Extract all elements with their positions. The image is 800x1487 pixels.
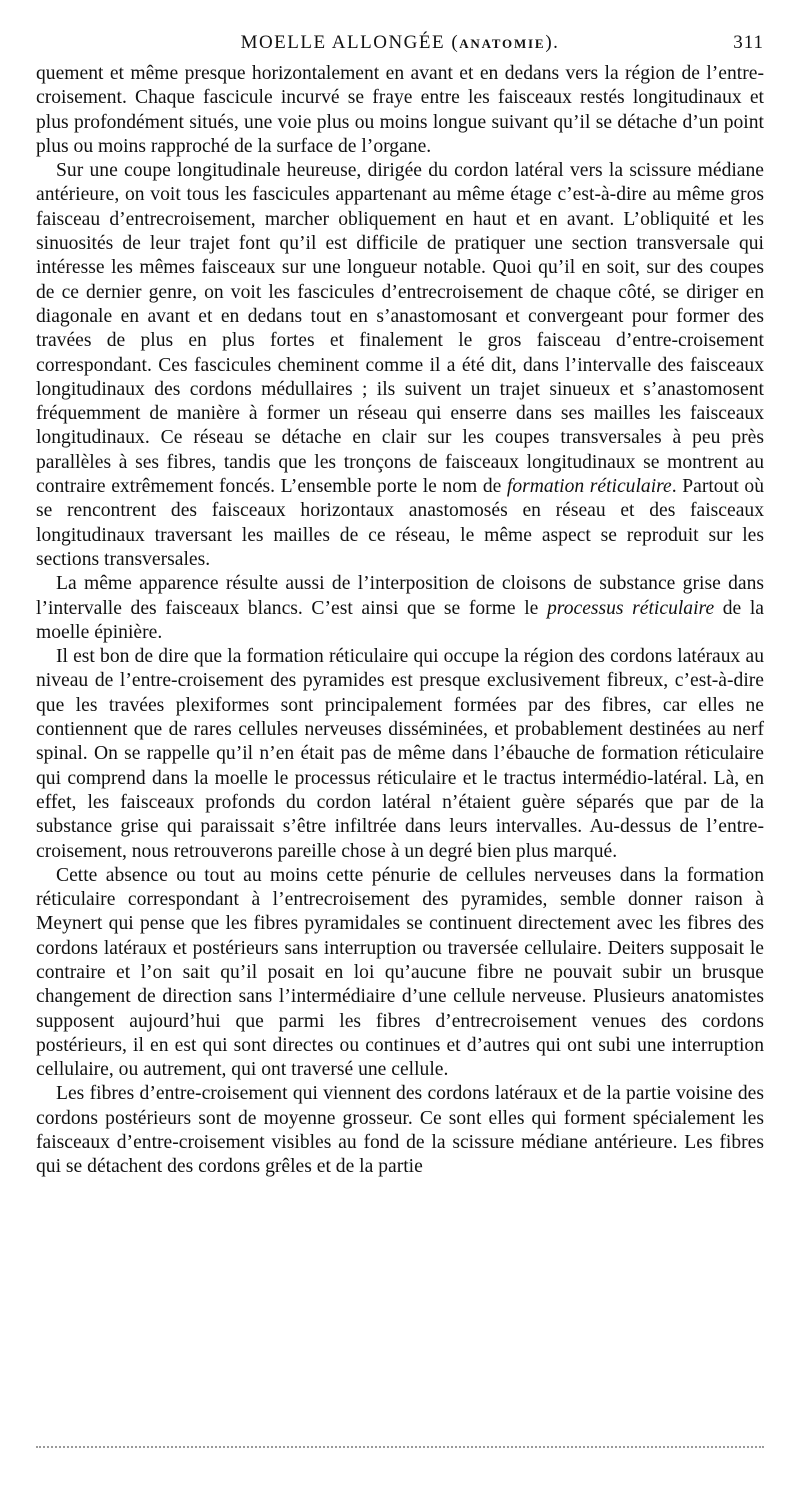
text-run: Sur une coupe longitudinale heureuse, dirigée du cordon latéral vers la scissure médiane antérieure, on voit tous les fascicules appartenant au même étage c’est-à-dire au même gros faisceau d’entrecroisement, marcher obliquement en haut et en avant. L’obliquité et les sinuosités de leur trajet font qu’il est difficile de pratiquer une section transversale qui intéresse les mêmes faisceaux sur une longueur notable. Quoi qu’il en soit, sur des coupes de ce dernier genre, on voit les fascicules d’entrecroisement de chaque côté, se diriger en diagonale en avant et en dedans tout en s’anastomosant et convergeant pour former des travées de plus en plus fortes et finalement le gros faisceau d’entre-croisement correspondant. Ces fascicules cheminent comme il a été dit, dans l’intervalle des faisceaux longitudinaux des cordons médullaires ; ils suivent un trajet sinueux et s’anastomosent fréquemment de manière à former un réseau qui enserre dans ses mailles les faisceaux longitudinaux. Ce réseau se détache en clair sur les coupes transversales à peu près parallèles à ses fibres, tandis que les tronçons de faisceaux longitudinaux se montrent au contraire extrêmement foncés. L’ensemble porte le nom de <box>36 160 764 498</box>
text-run: Cette absence ou tout au moins cette pénurie de cellules nerveuses dans la formation réticulaire correspondant à l’entrecroisement des pyramides, semble donner raison à Meynert qui pense que les fibres pyramidales se continuent directement avec les fibres des cordons latéraux et postérieurs sans interruption ou traversée cellulaire. Deiters supposait le contraire et l’on sait qu’il posait en loi qu’aucune fibre ne pouvait subir un brusque changement de direction sans l’intermédiaire d’une cellule nerveuse. Plusieurs anatomistes supposent aujourd’hui que parmi les fibres d’entrecroisement venues des cordons postérieurs, il en est qui sont directes ou continues et d’autres qui ont subi une interruption cellulaire, ou autrement, qui ont traversé une cellule. <box>36 864 764 1081</box>
italic-term: formation réticulaire <box>506 476 672 498</box>
running-title-end: ). <box>545 32 560 53</box>
text-run: de la moelle épinière. <box>36 597 765 643</box>
text-run: Les fibres d’entre-croisement qui viennent des cordons latéraux et de la partie voisine des cordons postérieurs sont de moyenne grosseur. Ce sont elles qui forment spécialement les faisceaux d’entre-croisement visibles au fond de la scissure médiane antérieure. Les fibres qui se détachent des cordons grêles et de la partie <box>36 1083 764 1178</box>
paragraph <box>36 572 764 645</box>
running-title-main: MOELLE ALLONGÉE ( <box>240 32 460 53</box>
text-run: Il est bon de dire que la formation réticulaire qui occupe la région des cordons latéraux au niveau de l’entre-croisement des pyramides est presque exclusivement fibreux, c’est-à-dire que les travées plexiformes sont principalement formées par des fibres, car elles ne contiennent que de rares cellules nerveuses disséminées, et probablement destinées au nerf spinal. On se rappelle qu’il n’en était pas de même dans l’ébauche de formation réticulaire qui comprend dans la moelle le processus réticulaire et le tractus intermédio-latéral. Là, en effet, les faisceaux profonds du cordon latéral n’étaient guère séparés que par de la substance grise qui paraissait s’être infiltrée dans leurs intervalles. Au-dessus de l’entre-croisement, nous retrouverons pareille chose à un degré bien plus marqué. <box>36 646 764 862</box>
paragraph <box>36 645 764 864</box>
footer-rule <box>36 1446 764 1448</box>
text-run: quement et même presque horizontalement en avant et en dedans vers la région de l’entre-croisement. Chaque fascicule incurvé se fraye entre les faisceaux restés longitudinaux et plus profondément situés, une voie plus ou moins longue suivant qu’il se détache d’un point plus ou moins rapproché de la surface de l’organe. <box>36 63 764 157</box>
running-header <box>36 26 764 62</box>
book-page <box>36 26 764 1180</box>
text-run: . Partout où se rencontrent des faisceaux horizontaux anastomosés en réseau et des faisceaux longitudinaux traversant les mailles de ce réseau, le même aspect se reproduit sur les sections transversales. <box>36 476 764 570</box>
body-text <box>36 62 764 1180</box>
paragraph <box>36 62 764 159</box>
text-run: La même apparence résulte aussi de l’interposition de cloisons de substance grise dans l’intervalle des faisceaux blancs. C’est ainsi que se forme le <box>36 573 764 619</box>
page-number: 311 <box>733 32 764 53</box>
running-title-subject: ANATOMIE <box>459 36 546 51</box>
paragraph <box>36 1082 764 1179</box>
paragraph <box>36 864 764 1083</box>
running-title <box>36 32 764 54</box>
italic-term: processus réticulaire <box>547 597 715 619</box>
paragraph <box>36 159 764 572</box>
